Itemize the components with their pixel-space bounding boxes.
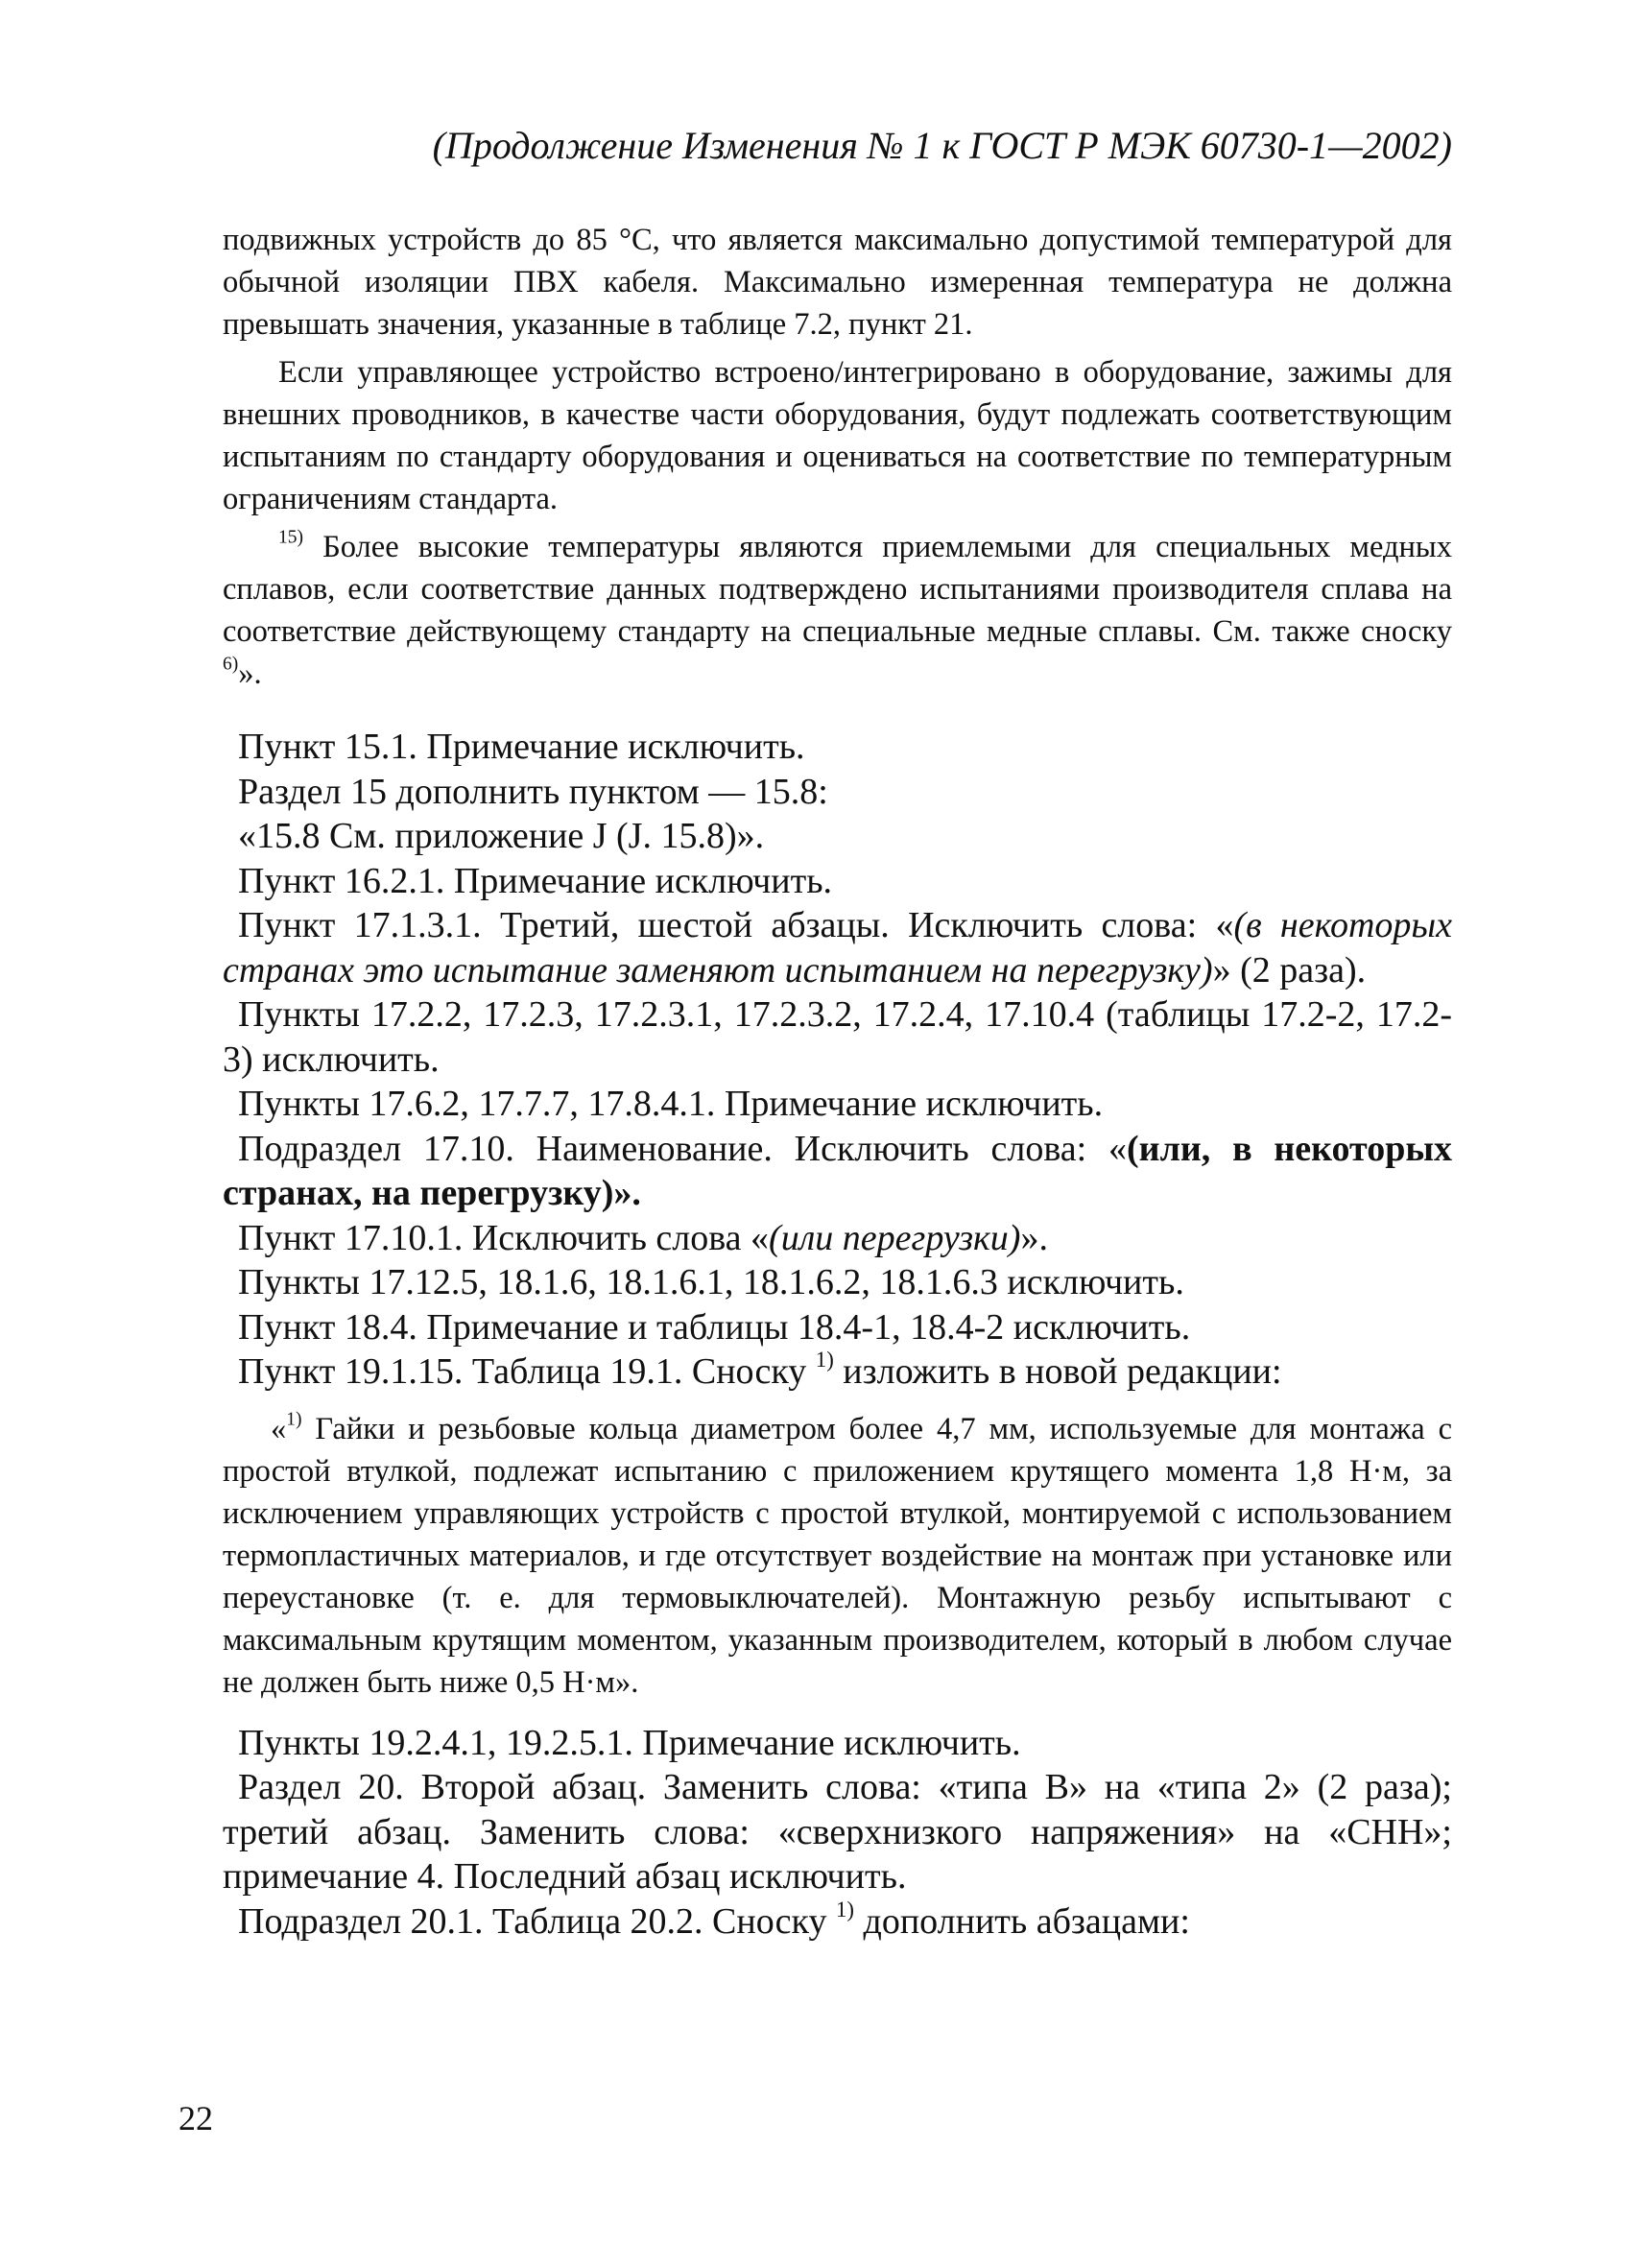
- item-18-4: Пункт 18.4. Примечание и таблицы 18.4-1, 18.4-2 исключить.: [238, 1306, 1191, 1348]
- item-17-10-tail: ».: [613, 1173, 641, 1213]
- item-16-2-1: Пункт 16.2.1. Примечание исключить.: [238, 860, 833, 901]
- item-20-1-tail: дополнить абзацами:: [853, 1900, 1190, 1942]
- item-20-1-lead: Подраздел 20.1. Таблица 20.2. Сноску: [238, 1900, 836, 1942]
- item-15-1: Пункт 15.1. Примечание исключить.: [238, 727, 805, 767]
- footnote-paragraph-1: подвижных устройств до 85 °С, что является максимально допустимой температурой для обычной изоляции ПВХ кабеля. Максимально измеренная температура не должна превышать значения, указанные в таблице 7.2, пункт 21.: [223, 223, 1452, 342]
- item-section-15: Раздел 15 дополнить пунктом — 15.8:: [238, 771, 828, 812]
- new-footnote-1-text: [223, 1408, 1452, 1704]
- item-17-10-quoted: (или, в некоторых странах, на перегрузку): [223, 1128, 1453, 1213]
- footnote-continuation: [223, 219, 1452, 695]
- item-17-1-3-1: [223, 903, 1452, 992]
- item-17-10-1-tail: ».: [1020, 1217, 1048, 1258]
- item-17-2: Пункты 17.2.2, 17.2.3, 17.2.3.1, 17.2.3.2, 17.2.4, 17.10.4 (таблицы 17.2-2, 17.2-3) исключить.: [223, 994, 1452, 1080]
- item-17-1-3-1-quoted: (в некоторых странах это испытание заменяют испытанием на перегрузку): [223, 905, 1452, 991]
- footnote-1-body: Гайки и резьбовые кольца диаметром более 4,7 мм, используемые для монтажа с простой втулкой, подлежат испытанию с приложением крутящего момента 1,8 Н·м, за исключением управляющих устройств с простой втулкой, монтируемой с использованием термопластичных материалов, и где отсутствует воздействие на монтаж при установке или переустановке (т. е. для термовыключателей). Монтажную резьбу испытывают с максимальным крутящим моментом, указанным производителем, который в любом случае не должен быть ниже 0,5 Н·м».: [223, 1411, 1452, 1700]
- item-section-20: Раздел 20. Второй абзац. Заменить слова: «типа В» на «типа 2» (2 раза); третий абзац. Заменить слова: «сверхнизкого напряжения» на «СНН»; примечание 4. Последний абзац исключить.: [223, 1767, 1452, 1897]
- page-number: 22: [179, 2099, 213, 2137]
- item-17-1-3-1-lead: Пункт 17.1.3.1. Третий, шестой абзацы. Исключить слова: «: [238, 905, 1234, 945]
- footnote-15: [223, 526, 1452, 695]
- footnote-1-reference: 1): [815, 1347, 834, 1372]
- item-17-12-5: Пункты 17.12.5, 18.1.6, 18.1.6.1, 18.1.6.2, 18.1.6.3 исключить.: [238, 1262, 1184, 1302]
- footnote-6-reference: 6): [223, 654, 239, 675]
- footnote-1-reference-20: 1): [835, 1897, 854, 1922]
- item-19-1-15: [223, 1349, 1452, 1395]
- amendment-items: [223, 725, 1452, 1944]
- item-17-10-1: [223, 1216, 1452, 1261]
- item-17-6-2: Пункты 17.6.2, 17.7.7, 17.8.4.1. Примечание исключить.: [238, 1084, 1104, 1124]
- item-20-1: [223, 1899, 1452, 1945]
- item-19-1-15-tail: изложить в новой редакции:: [833, 1351, 1282, 1392]
- item-19-2-4-1: Пункты 19.2.4.1, 19.2.5.1. Примечание исключить.: [238, 1722, 1021, 1763]
- footnote-15-mark: 15): [278, 527, 303, 548]
- item-17-10-1-quoted: (или перегрузки): [769, 1217, 1021, 1258]
- footnote-paragraph-2: Если управляющее устройство встроено/интегрировано в оборудование, зажимы для внешних проводников, в качестве части оборудования, будут подлежать соответствующим испытаниям по стандарту оборудования и оцениваться на соответствие по температурным ограничениям стандарта.: [223, 355, 1452, 516]
- item-17-1-3-1-tail: » (2 раза).: [1212, 949, 1367, 991]
- item-17-10-lead: Подраздел 17.10. Наименование. Исключить слова: «: [238, 1128, 1128, 1169]
- footnote-15-text: Более высокие температуры являются приемлемыми для специальных медных сплавов, если соответствие данных подтверждено испытаниями производителя сплава на соответствие действующему стандарту на специальные медные сплавы. См. также сноску: [223, 530, 1452, 649]
- footnote-1-mark: 1): [286, 1408, 302, 1429]
- item-17-10-1-lead: Пункт 17.10.1. Исключить слова «: [238, 1217, 770, 1258]
- item-17-10: [223, 1127, 1452, 1216]
- footnote-15-end: ».: [238, 657, 262, 691]
- page-header: (Продолжение Изменения № 1 к ГОСТ Р МЭК 60730-1—2002): [432, 124, 1452, 167]
- item-19-1-15-lead: Пункт 19.1.15. Таблица 19.1. Сноску: [238, 1351, 816, 1392]
- quote-open: «: [271, 1411, 287, 1446]
- item-15-8-text: «15.8 См. приложение J (J. 15.8)».: [238, 816, 765, 856]
